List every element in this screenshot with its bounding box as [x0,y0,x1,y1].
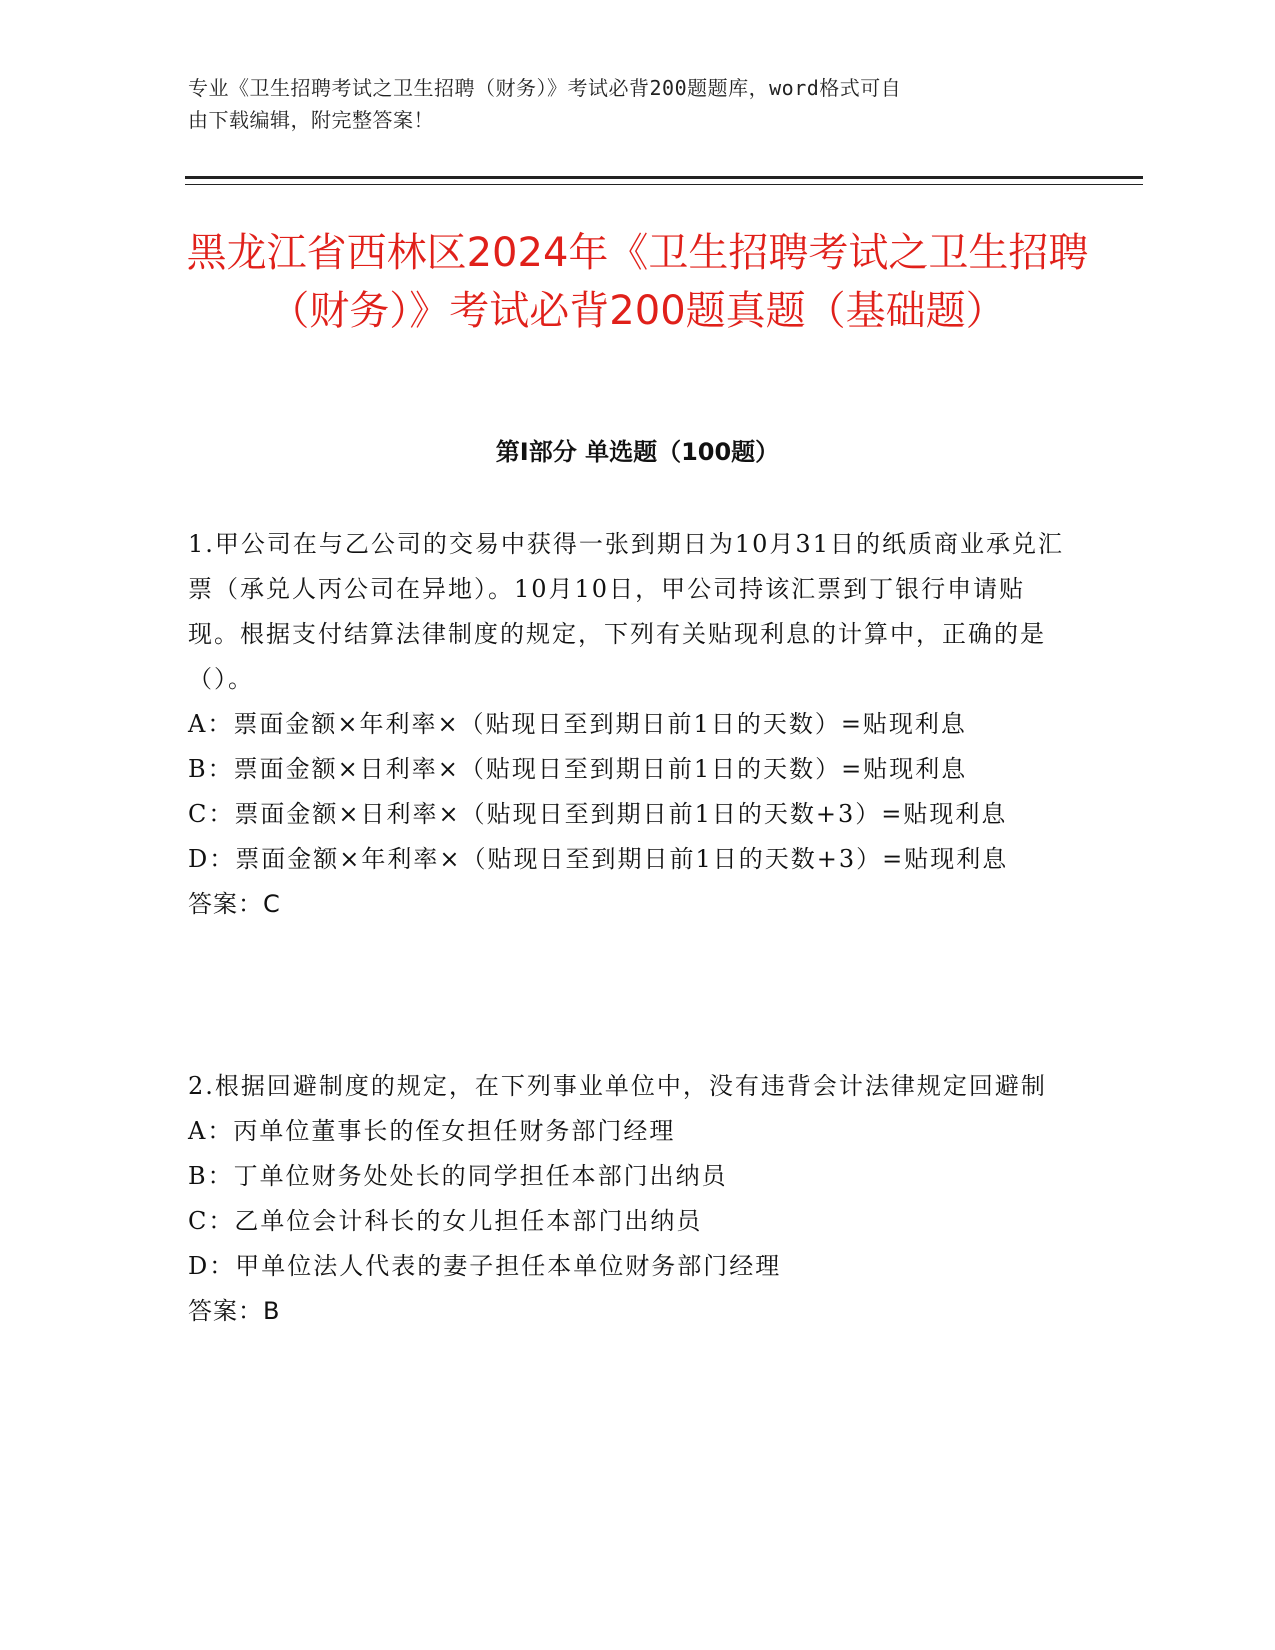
header-note-line-2: 由下载编辑，附完整答案！ [188,108,434,132]
header-divider-thick [185,176,1143,179]
option-c: C：乙单位会计科长的女儿担任本部门出纳员 [188,1207,703,1235]
section-title: 第Ⅰ部分 单选题（100题） [495,438,780,466]
question-stem: 2.根据回避制度的规定，在下列事业单位中，没有违背会计法律规定回避制 [188,1072,1047,1100]
option-d: D：甲单位法人代表的妻子担任本单位财务部门经理 [188,1252,782,1280]
option-c: C：票面金额×日利率×（贴现日至到期日前1日的天数+3）=贴现利息 [188,800,1008,828]
question-stem: 1.甲公司在与乙公司的交易中获得一张到期日为10月31日的纸质商业承兑汇票（承兑人丙公司在异地）。10月10日，甲公司持该汇票到丁银行申请贴现。根据支付结算法律制度的规定，下列有关贴现利息的计算中，正确的是（）。 [188,530,1064,693]
option-b: B：丁单位财务处处长的同学担任本部门出纳员 [188,1162,728,1190]
answer-text: 答案：C [188,890,281,918]
header-divider-thin [185,184,1143,185]
document-title: 黑龙江省西林区2024年《卫生招聘考试之卫生招聘（财务）》考试必背200题真题（基础题） [186,230,1089,334]
header-note [188,72,1048,136]
answer-text: 答案：B [188,1297,281,1325]
option-a: A：丙单位董事长的侄女担任财务部门经理 [188,1117,676,1145]
option-d: D：票面金额×年利率×（贴现日至到期日前1日的天数+3）=贴现利息 [188,845,1009,873]
option-a: A：票面金额×年利率×（贴现日至到期日前1日的天数）=贴现利息 [188,710,967,738]
option-b: B：票面金额×日利率×（贴现日至到期日前1日的天数）=贴现利息 [188,755,968,783]
question-2 [188,1064,1068,1334]
question-1 [188,522,1068,927]
header-note-line-1: 专业《卫生招聘考试之卫生招聘（财务）》考试必背200题题库，word格式可自 [188,76,902,100]
